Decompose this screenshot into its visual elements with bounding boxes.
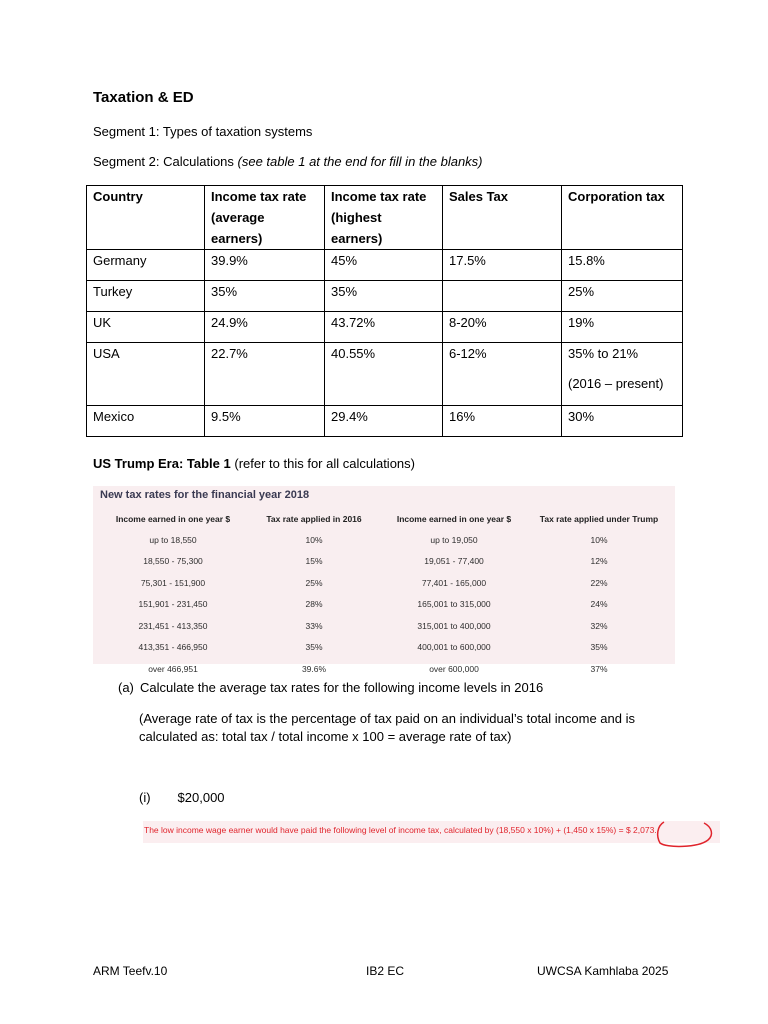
question-a-text: Calculate the average tax rates for the following income levels in 2016 — [140, 680, 544, 695]
answer-circle-annotation — [656, 818, 718, 848]
footer-right: UWCSA Kamhlaba 2025 — [537, 964, 669, 978]
rates-cell: 77,401 - 165,000 — [421, 577, 487, 588]
header-corporation-tax: Corporation tax — [562, 186, 683, 250]
header-sales-tax: Sales Tax — [443, 186, 562, 250]
rates-cell: 165,001 to 315,000 — [417, 599, 491, 610]
rates-row — [98, 615, 670, 637]
question-i-value: $20,000 — [177, 790, 225, 805]
question-a — [118, 680, 543, 695]
rates-cell: 315,001 to 400,000 — [417, 620, 491, 631]
table-cell: 30% — [562, 406, 683, 437]
tax-rates-title: New tax rates for the financial year 2018 — [100, 489, 310, 501]
rates-header: Income earned in one year $ — [115, 513, 231, 524]
rates-cell: 22% — [590, 577, 608, 588]
rates-cell: 37% — [590, 663, 608, 674]
rates-cell: 24% — [590, 599, 608, 610]
table-cell: 39.9% — [205, 250, 325, 281]
table-cell: 35% — [325, 281, 443, 312]
table-cell: 16% — [443, 406, 562, 437]
table-cell: 19% — [562, 312, 683, 343]
rates-header: Tax rate applied under Trump — [539, 513, 659, 524]
average-tax-note: (Average rate of tax is the percentage of tax paid on an individual’s total income and is calculated as: total tax / total income x 100 = average rate of tax) — [139, 711, 635, 744]
table-row — [87, 343, 683, 406]
footer-center: IB2 EC — [366, 964, 405, 978]
rates-cell: 400,001 to 600,000 — [417, 642, 491, 653]
rates-cell: 75,301 - 151,900 — [140, 577, 206, 588]
segment-2-text: Segment 2: Calculations — [93, 154, 238, 169]
rates-cell: up to 18,550 — [149, 534, 197, 545]
rates-cell: 151,901 - 231,450 — [138, 599, 208, 610]
table-row — [87, 250, 683, 281]
footer-left: ARM Teefv.10 — [93, 964, 168, 978]
rates-row — [98, 658, 670, 680]
segment-2-heading — [93, 154, 483, 169]
rates-row — [98, 572, 670, 594]
table-cell: Turkey — [87, 281, 205, 312]
rates-cell: over 466,951 — [148, 663, 198, 674]
page-title: Taxation & ED — [93, 89, 194, 106]
table-1-heading-bold: US Trump Era: Table 1 — [93, 456, 231, 471]
rates-cell: 10% — [305, 534, 323, 545]
table-cell: 25% — [562, 281, 683, 312]
rates-cell: 33% — [305, 620, 323, 631]
table-1-heading — [93, 456, 415, 471]
table-row — [87, 406, 683, 437]
rates-cell: 15% — [305, 556, 323, 567]
country-tax-table — [86, 185, 683, 437]
rates-cell: 28% — [305, 599, 323, 610]
rates-header: Tax rate applied in 2016 — [266, 513, 362, 524]
header-income-highest: Income tax rate (highest earners) — [325, 186, 443, 250]
rates-header: Income earned in one year $ — [396, 513, 512, 524]
table-cell: USA — [87, 343, 205, 406]
rates-cell: 32% — [590, 620, 608, 631]
question-i — [139, 790, 225, 805]
circle-stroke — [658, 822, 712, 846]
rates-row — [98, 594, 670, 616]
table-cell: UK — [87, 312, 205, 343]
table-cell: 22.7% — [205, 343, 325, 406]
question-i-label: (i) — [139, 790, 151, 805]
table-cell: 43.72% — [325, 312, 443, 343]
rates-cell: 35% — [590, 642, 608, 653]
table-row — [87, 281, 683, 312]
table-cell: 29.4% — [325, 406, 443, 437]
rates-cell: 35% — [305, 642, 323, 653]
table-cell: Mexico — [87, 406, 205, 437]
table-cell — [443, 281, 562, 312]
answer-box — [143, 821, 720, 843]
table-cell: 17.5% — [443, 250, 562, 281]
segment-1-heading: Segment 1: Types of taxation systems — [93, 124, 313, 139]
table-header-row — [87, 186, 683, 250]
rates-cell: 19,051 - 77,400 — [424, 556, 484, 567]
table-1-heading-rest: (refer to this for all calculations) — [230, 456, 415, 471]
rates-cell: 25% — [305, 577, 323, 588]
table-cell-usa-corporation — [562, 343, 683, 406]
table-cell: 15.8% — [562, 250, 683, 281]
rates-row — [98, 529, 670, 551]
table-cell: 6-12% — [443, 343, 562, 406]
rates-cell: 413,351 - 466,950 — [138, 642, 208, 653]
rates-cell: 12% — [590, 556, 608, 567]
segment-2-italic-note: (see table 1 at the end for fill in the blanks) — [237, 154, 483, 169]
header-income-average: Income tax rate (average earners) — [205, 186, 325, 250]
table-cell: 35% — [205, 281, 325, 312]
header-country: Country — [87, 186, 205, 250]
table-cell: 40.55% — [325, 343, 443, 406]
tax-rates-image — [93, 486, 675, 674]
answer-text: The low income wage earner would have paid the following level of income tax, calculated by (18,550 x 10%) + (1,450 x 15%) = $ 2,073. — [144, 825, 657, 835]
rates-cell: 39.6% — [301, 663, 327, 674]
rates-row — [98, 637, 670, 659]
question-a-label: (a) — [118, 680, 134, 695]
rates-cell: 18,550 - 75,300 — [143, 556, 203, 567]
table-cell: 9.5% — [205, 406, 325, 437]
table-cell: 24.9% — [205, 312, 325, 343]
rates-cell: 10% — [590, 534, 608, 545]
table-row — [87, 312, 683, 343]
rates-row — [98, 551, 670, 573]
rates-cell: 231,451 - 413,350 — [138, 620, 208, 631]
tax-rates-table — [98, 508, 670, 680]
usa-corporation-value: 35% to 21% — [568, 346, 639, 361]
rates-header-row — [98, 508, 670, 529]
usa-corporation-note: (2016 – present) — [568, 376, 664, 391]
rates-cell: over 600,000 — [429, 663, 479, 674]
table-cell: Germany — [87, 250, 205, 281]
rates-cell: up to 19,050 — [430, 534, 478, 545]
table-cell: 8-20% — [443, 312, 562, 343]
table-cell: 45% — [325, 250, 443, 281]
